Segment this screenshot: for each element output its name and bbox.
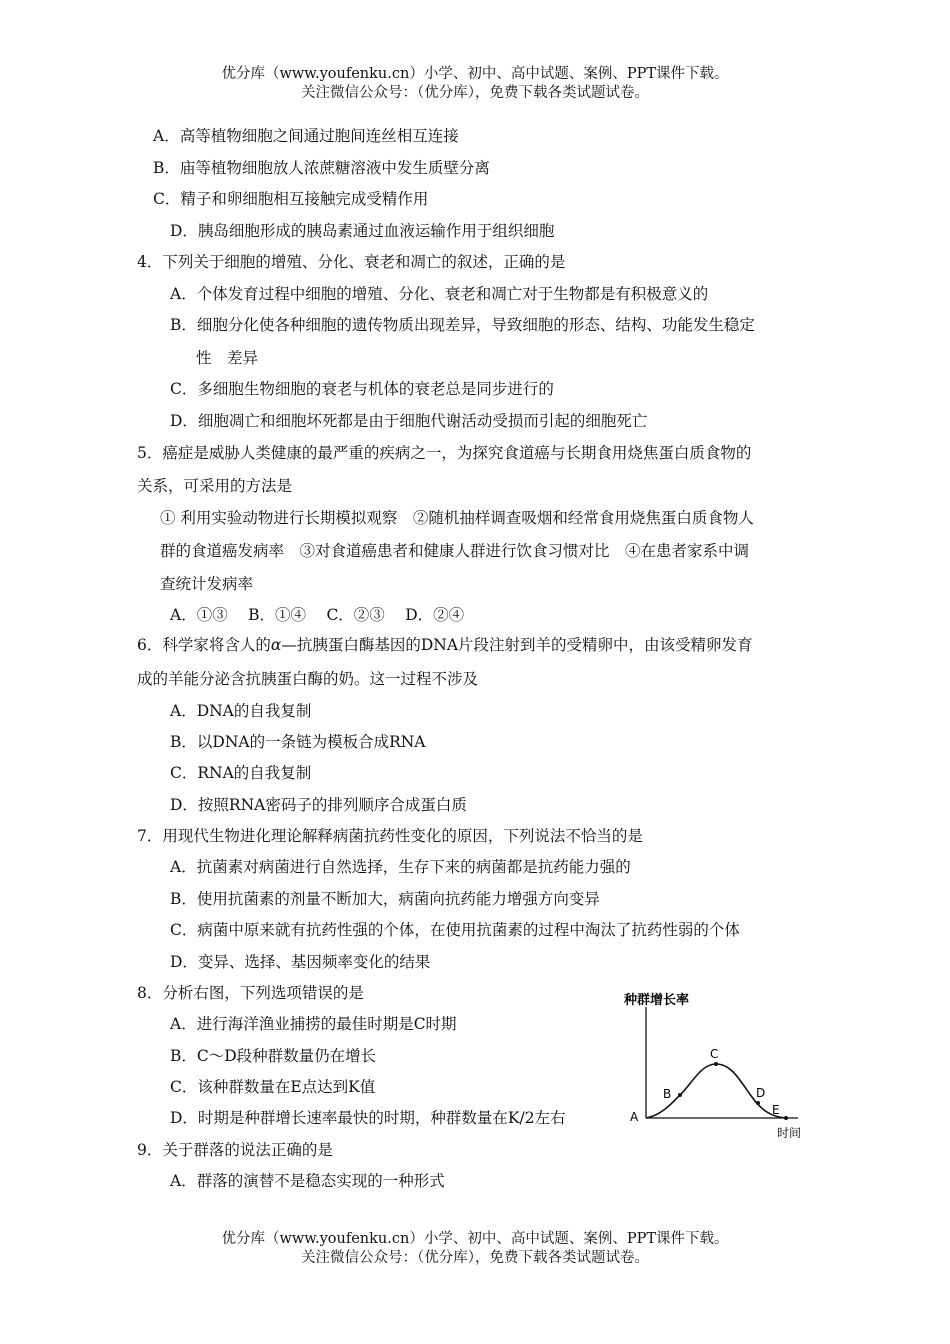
q5-stem-line-1: 5．癌症是威胁人类健康的最严重的疾病之一，为探究食道癌与长期食用烧焦蛋白质食物的 — [137, 444, 752, 462]
graph-xlabel: 时间 — [777, 1126, 802, 1140]
q6-option-b: B．以DNA的一条链为模板合成RNA — [170, 733, 426, 751]
q6-option-a: A．DNA的自我复制 — [170, 702, 312, 720]
q6-stem-prefix: 6．科学家将含人的 — [137, 636, 271, 654]
q3-option-d: D．胰岛细胞形成的胰岛素通过血液运输作用于组织细胞 — [170, 222, 555, 240]
q5-answer-options: A．①③ B．①④ C．②③ D．②④ — [170, 606, 465, 624]
q8-option-a: A．进行海洋渔业捕捞的最佳时期是C时期 — [170, 1015, 457, 1033]
q3-option-b: B．庙等植物细胞放人浓蔗糖溶液中发生质壁分离 — [153, 159, 490, 177]
q8-option-c: C．该种群数量在E点达到K值 — [170, 1078, 376, 1096]
q6-stem-suffix: —抗胰蛋白酶基因的DNA片段注射到羊的受精卵中，由该受精卵发育 — [281, 636, 753, 654]
point-e-label: E — [772, 1103, 780, 1117]
q3-option-c: C．精子和卵细胞相互接触完成受精作用 — [153, 190, 429, 208]
q5-methods-line-3: 查统计发病率 — [160, 575, 254, 593]
q6-stem-line-2: 成的羊能分泌含抗胰蛋白酶的奶。这一过程不涉及 — [137, 670, 479, 688]
q8-option-b: B．C～D段种群数量仍在增长 — [170, 1047, 377, 1065]
q6-option-d: D．按照RNA密码子的排列顺序合成蛋白质 — [170, 796, 467, 814]
q7-option-a: A．抗菌素对病菌进行自然选择，生存下来的病菌都是抗药能力强的 — [170, 858, 631, 876]
q7-option-c: C．病菌中原来就有抗药性强的个体，在使用抗菌素的过程中淘汰了抗药性弱的个体 — [170, 921, 740, 939]
q6-stem-line-1 — [137, 635, 753, 655]
q6-option-c: C．RNA的自我复制 — [170, 764, 312, 782]
q8-option-d: D．时期是种群增长速率最快的时期，种群数量在K/2左右 — [170, 1109, 566, 1127]
point-e-marker — [784, 1116, 788, 1120]
q4-option-b-line-1: B．细胞分化使各种细胞的遗传物质出现差异，导致细胞的形态、结构、功能发生稳定 — [170, 316, 755, 334]
page-footer-line-2: 关注微信公众号：（优分库），免费下载各类试题试卷。 — [301, 1250, 649, 1266]
alpha-symbol: α — [270, 636, 282, 654]
page-footer-line-1: 优分库（www.youfenku.cn）小学、初中、高中试题、案例、PPT课件下载。 — [221, 1231, 729, 1247]
q5-stem-line-2: 关系，可采用的方法是 — [137, 477, 293, 495]
q4-option-d: D．细胞凋亡和细胞坏死都是由于细胞代谢活动受损而引起的细胞死亡 — [170, 412, 648, 430]
point-c-label: C — [710, 1047, 719, 1061]
q7-option-d: D．变异、选择、基因频率变化的结果 — [170, 953, 431, 971]
page-header-line-2: 关注微信公众号：（优分库），免费下载各类试题试卷。 — [301, 85, 649, 101]
q4-option-c: C．多细胞生物细胞的衰老与机体的衰老总是同步进行的 — [170, 380, 554, 398]
population-growth-graph — [622, 985, 812, 1145]
q4-option-b-line-2: 性 差异 — [196, 349, 259, 367]
q9-option-a: A．群落的演替不是稳态实现的一种形式 — [170, 1172, 445, 1190]
q4-option-a: A．个体发育过程中细胞的增殖、分化、衰老和凋亡对于生物都是有积极意义的 — [170, 285, 709, 303]
point-b-label: B — [663, 1087, 672, 1101]
q5-methods-line-2: 群的食道癌发病率 ③对食道癌患者和健康人群进行饮食习惯对比 ④在患者家系中调 — [160, 542, 750, 560]
q3-option-a: A．高等植物细胞之间通过胞间连丝相互连接 — [153, 127, 459, 145]
page-header-line-1: 优分库（www.youfenku.cn）小学、初中、高中试题、案例、PPT课件下载。 — [221, 66, 729, 82]
point-c-marker — [714, 1062, 718, 1066]
q7-stem: 7．用现代生物进化理论解释病菌抗药性变化的原因，下列说法不恰当的是 — [137, 827, 643, 845]
q4-stem: 4．下列关于细胞的增殖、分化、衰老和凋亡的叙述，正确的是 — [137, 253, 566, 271]
q7-option-b: B．使用抗菌素的剂量不断加大，病菌向抗药能力增强方向变异 — [170, 890, 600, 908]
q5-methods-line-1: ① 利用实验动物进行长期模拟观察 ②随机抽样调查吸烟和经常食用烧焦蛋白质食物人 — [160, 509, 754, 527]
point-b-marker — [678, 1093, 682, 1097]
q9-stem: 9．关于群落的说法正确的是 — [137, 1141, 333, 1159]
graph-ylabel: 种群增长率 — [624, 993, 690, 1008]
point-d-label: D — [756, 1086, 766, 1100]
q8-stem: 8．分析右图，下列选项错误的是 — [137, 984, 364, 1002]
point-a-label: A — [630, 1110, 639, 1124]
point-d-marker — [756, 1101, 760, 1105]
